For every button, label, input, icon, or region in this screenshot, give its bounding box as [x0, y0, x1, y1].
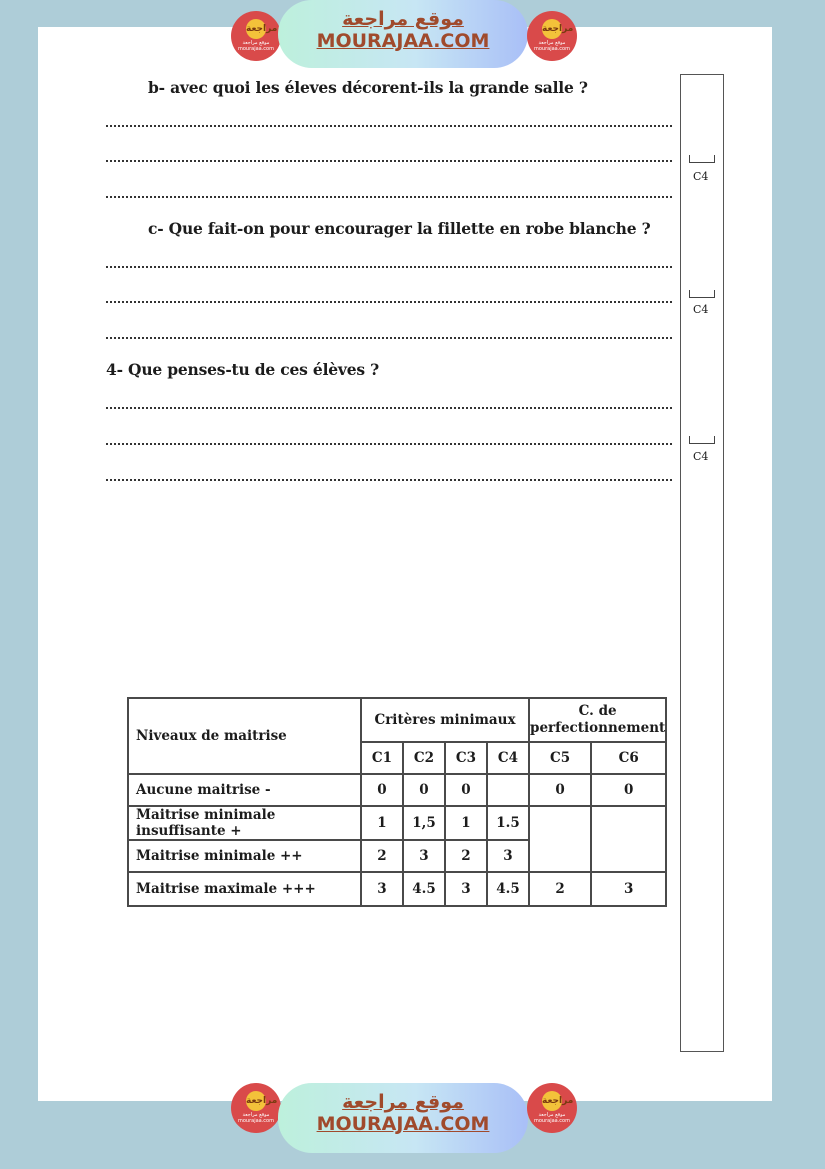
table-cell: 1: [445, 806, 487, 840]
table-cell: 4.5: [403, 872, 445, 906]
logo-mark: مراجعة: [542, 19, 562, 39]
header-level: Niveaux de maitrise: [128, 698, 361, 774]
site-banner-bottom[interactable]: [278, 1083, 528, 1153]
answer-line[interactable]: [106, 443, 672, 445]
site-logo-right-top[interactable]: مراجعة موقع مراجعة mourajaa.com: [527, 11, 577, 61]
question-4: 4- Que penses-tu de ces élèves ?: [106, 360, 379, 379]
logo-mark: مراجعة: [542, 1091, 562, 1111]
table-row: [128, 806, 666, 840]
score-box[interactable]: [689, 290, 715, 298]
criterion-label: C4: [693, 170, 709, 183]
score-box[interactable]: [689, 436, 715, 444]
criterion-label: C4: [693, 450, 709, 463]
row-label: Maitrise maximale +++: [128, 872, 361, 906]
table-cell: 3: [403, 840, 445, 872]
table-cell: 1.5: [487, 806, 529, 840]
banner-arabic-title[interactable]: موقع مراجعة: [342, 8, 464, 30]
table-row: [128, 774, 666, 806]
table-cell: 0: [591, 774, 666, 806]
banner-site-name[interactable]: MOURAJAA.COM: [316, 30, 490, 52]
col-header: C6: [591, 742, 666, 774]
table-cell: 3: [361, 872, 403, 906]
col-header: C2: [403, 742, 445, 774]
col-header: C1: [361, 742, 403, 774]
banner-site-name[interactable]: MOURAJAA.COM: [316, 1113, 490, 1135]
site-logo-left-top[interactable]: مراجعة موقع مراجعة mourajaa.com: [231, 11, 281, 61]
logo-mark: مراجعة: [246, 1091, 266, 1111]
site-logo-left-bottom[interactable]: مراجعة موقع مراجعة mourajaa.com: [231, 1083, 281, 1133]
row-label: Aucune maitrise -: [128, 774, 361, 806]
logo-mark: مراجعة: [246, 19, 266, 39]
table-cell: 0: [529, 774, 591, 806]
table-row: [128, 872, 666, 906]
question-b: b- avec quoi les éleves décorent-ils la grande salle ?: [148, 78, 588, 97]
row-label: Maitrise minimale insuffisante +: [128, 806, 361, 840]
table-cell: 3: [487, 840, 529, 872]
table-cell: 2: [445, 840, 487, 872]
grading-table: [127, 697, 667, 907]
answer-line[interactable]: [106, 125, 672, 127]
row-label: Maitrise minimale ++: [128, 840, 361, 872]
question-c: c- Que fait-on pour encourager la fillette en robe blanche ?: [148, 219, 651, 238]
answer-line[interactable]: [106, 196, 672, 198]
table-cell-empty: [591, 806, 666, 872]
table-cell: 2: [361, 840, 403, 872]
table-cell-empty: [529, 806, 591, 872]
col-header: C5: [529, 742, 591, 774]
site-banner-top[interactable]: [278, 0, 528, 68]
worksheet-page: [38, 27, 772, 1101]
table-cell: 1,5: [403, 806, 445, 840]
table-cell: 0: [361, 774, 403, 806]
table-cell: 2: [529, 872, 591, 906]
answer-line[interactable]: [106, 407, 672, 409]
criterion-label: C4: [693, 303, 709, 316]
answer-line[interactable]: [106, 479, 672, 481]
score-box[interactable]: [689, 155, 715, 163]
col-header: C3: [445, 742, 487, 774]
table-cell: 3: [591, 872, 666, 906]
banner-arabic-title[interactable]: موقع مراجعة: [342, 1091, 464, 1113]
table-cell: 3: [445, 872, 487, 906]
table-cell: [487, 774, 529, 806]
answer-line[interactable]: [106, 337, 672, 339]
table-cell: 0: [403, 774, 445, 806]
table-cell: 4.5: [487, 872, 529, 906]
answer-line[interactable]: [106, 266, 672, 268]
col-header: C4: [487, 742, 529, 774]
header-perfection-criteria: C. de perfectionnement: [529, 698, 666, 742]
answer-line[interactable]: [106, 160, 672, 162]
site-logo-right-bottom[interactable]: مراجعة موقع مراجعة mourajaa.com: [527, 1083, 577, 1133]
table-cell: 1: [361, 806, 403, 840]
answer-line[interactable]: [106, 301, 672, 303]
header-minimal-criteria: Critères minimaux: [361, 698, 529, 742]
table-cell: 0: [445, 774, 487, 806]
score-margin-column: [680, 74, 724, 1052]
